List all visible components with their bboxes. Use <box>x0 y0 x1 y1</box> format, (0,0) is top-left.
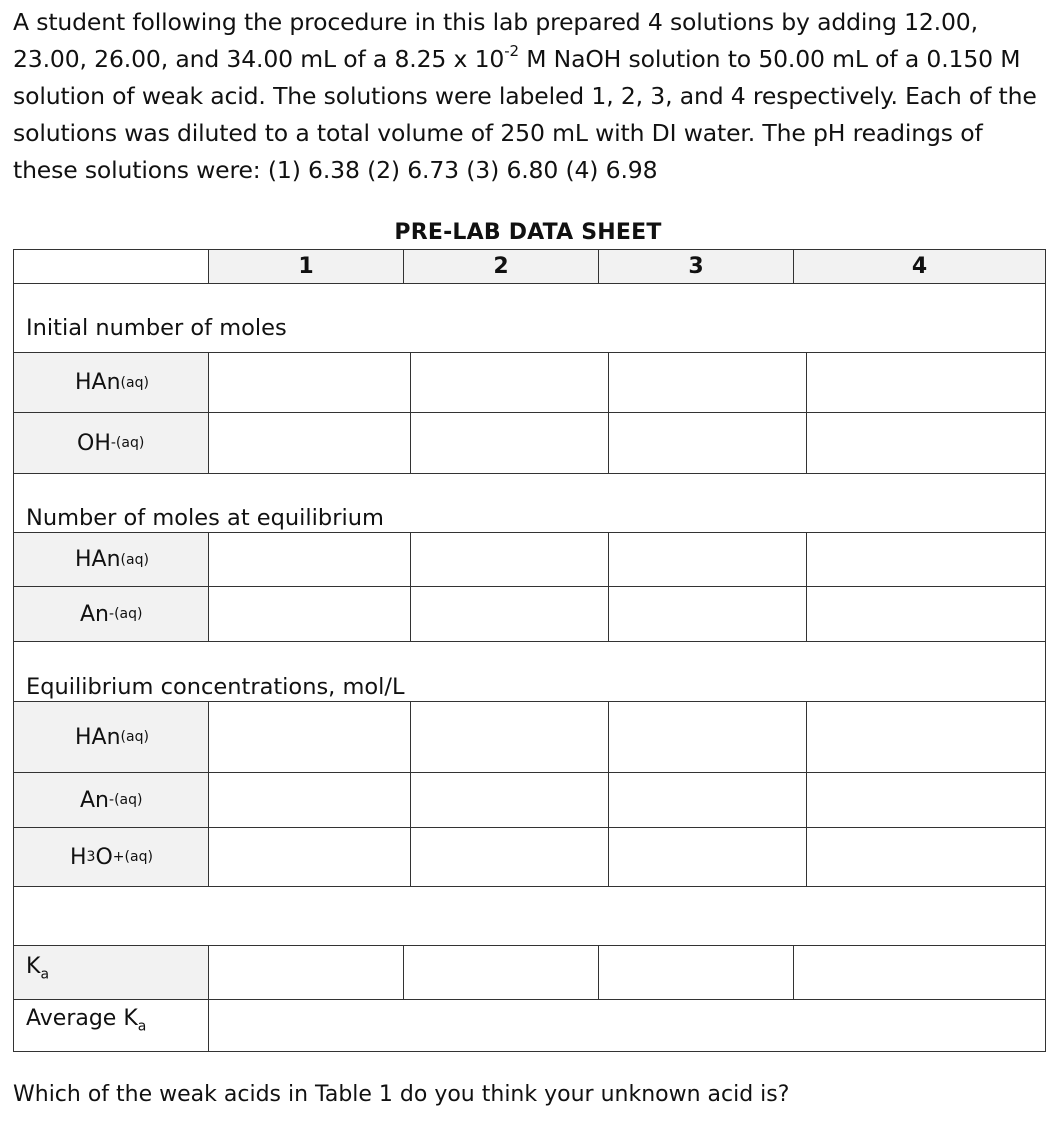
species-han: HAn <box>75 370 121 395</box>
row-an-equilibrium <box>13 586 1046 642</box>
subscript-aq: (aq) <box>114 792 143 808</box>
label-ka <box>13 945 209 1000</box>
label-an-conc <box>13 772 209 828</box>
input-cell-han-initial-3[interactable] <box>608 352 807 413</box>
section-equilibrium-conc <box>13 641 1046 702</box>
section-label-initial: Initial number of moles <box>26 315 287 341</box>
input-cell-ka-2[interactable] <box>403 945 599 1000</box>
input-cell-han-eq-2[interactable] <box>410 532 609 587</box>
spacer-row <box>13 886 1046 946</box>
input-cell-han-initial-4[interactable] <box>806 352 1046 413</box>
row-han-equilibrium <box>13 532 1046 587</box>
section-cell <box>13 641 1046 702</box>
section-initial-moles <box>13 283 1046 353</box>
row-ka <box>13 945 1046 1000</box>
subscript-3: 3 <box>86 849 96 865</box>
input-cell-h3o-conc-1[interactable] <box>208 827 411 887</box>
superscript-plus: + <box>112 849 125 865</box>
subscript-aq: (aq) <box>120 374 149 391</box>
input-cell-oh-initial-1[interactable] <box>208 412 411 474</box>
species-an: An <box>80 787 109 813</box>
input-cell-an-eq-4[interactable] <box>806 586 1046 642</box>
input-cell-an-conc-1[interactable] <box>208 772 411 828</box>
input-cell-han-conc-1[interactable] <box>208 701 411 773</box>
question-text: Which of the weak acids in Table 1 do you think your unknown acid is? <box>13 1082 790 1107</box>
section-label-equilibrium-moles: Number of moles at equilibrium <box>26 505 384 531</box>
subscript-aq: (aq) <box>114 606 143 622</box>
row-han-initial <box>13 352 1046 413</box>
row-oh-initial <box>13 412 1046 474</box>
average-ka-subscript: a <box>137 1018 147 1035</box>
intro-exponent: -2 <box>504 42 519 61</box>
column-header-4: 4 <box>793 249 1046 284</box>
subscript-aq: (aq) <box>120 729 149 745</box>
input-cell-an-eq-1[interactable] <box>208 586 411 642</box>
input-cell-ka-3[interactable] <box>598 945 794 1000</box>
column-header-3: 3 <box>598 249 794 284</box>
average-ka-label-text <box>26 1006 146 1034</box>
input-cell-oh-initial-4[interactable] <box>806 412 1046 474</box>
intro-text-part1: A student following the procedure in this lab prepared 4 solutions by adding 12.00, 23.00, 26.00, and 34.00 mL of a 8.25 x 10 <box>13 8 978 73</box>
superscript-minus: - <box>109 792 115 808</box>
intro-text-part2: M NaOH solution to 50.00 mL of a 0.150 M solution of weak acid. The solutions were labeled 1, 2, 3, and 4 respectively. Each of the solutions was diluted to a total volume of 250 mL with DI water. The pH readings of these solutions were: (1) 6.38 (2) 6.73 (3) 6.80 (4) 6.98 <box>13 45 1037 184</box>
input-cell-han-conc-3[interactable] <box>608 701 807 773</box>
ka-subscript: a <box>40 966 50 983</box>
input-cell-an-eq-2[interactable] <box>410 586 609 642</box>
input-cell-ka-1[interactable] <box>208 945 404 1000</box>
sheet-title: PRE-LAB DATA SHEET <box>394 220 662 245</box>
section-cell <box>13 473 1046 533</box>
input-cell-h3o-conc-4[interactable] <box>806 827 1046 887</box>
label-average-ka <box>13 999 209 1052</box>
subscript-aq: (aq) <box>115 435 145 451</box>
superscript-minus: - <box>109 606 115 622</box>
row-an-conc <box>13 772 1046 828</box>
input-cell-an-conc-4[interactable] <box>806 772 1046 828</box>
species-oh: OH <box>77 430 111 456</box>
subscript-aq: (aq) <box>120 551 149 568</box>
label-h3o-conc <box>13 827 209 887</box>
label-an-equilibrium <box>13 586 209 642</box>
ka-label-text <box>26 954 49 982</box>
section-cell <box>13 283 1046 353</box>
section-label-equilibrium-conc: Equilibrium concentrations, mol/L <box>26 674 405 700</box>
input-cell-han-conc-2[interactable] <box>410 701 609 773</box>
input-cell-an-eq-3[interactable] <box>608 586 807 642</box>
average-ka-text: Average K <box>26 1006 138 1031</box>
input-cell-h3o-conc-3[interactable] <box>608 827 807 887</box>
section-equilibrium-moles <box>13 473 1046 533</box>
input-cell-han-initial-2[interactable] <box>410 352 609 413</box>
header-row <box>13 249 1046 284</box>
spacer-cell <box>13 886 1046 946</box>
input-cell-an-conc-2[interactable] <box>410 772 609 828</box>
species-han: HAn <box>75 547 121 572</box>
label-oh-initial <box>13 412 209 474</box>
subscript-aq: (aq) <box>124 849 153 865</box>
row-h3o-conc <box>13 827 1046 887</box>
input-cell-average-ka[interactable] <box>208 999 1046 1052</box>
label-han-equilibrium <box>13 532 209 587</box>
input-cell-oh-initial-2[interactable] <box>410 412 609 474</box>
row-average-ka <box>13 999 1046 1052</box>
input-cell-han-initial-1[interactable] <box>208 352 411 413</box>
ka-k: K <box>26 954 41 979</box>
header-empty-cell <box>13 249 209 284</box>
input-cell-han-eq-3[interactable] <box>608 532 807 587</box>
superscript-minus: - <box>110 435 116 451</box>
input-cell-h3o-conc-2[interactable] <box>410 827 609 887</box>
species-h: H <box>70 844 87 870</box>
intro-paragraph <box>13 4 1049 189</box>
input-cell-han-eq-4[interactable] <box>806 532 1046 587</box>
input-cell-oh-initial-3[interactable] <box>608 412 807 474</box>
input-cell-han-conc-4[interactable] <box>806 701 1046 773</box>
species-han: HAn <box>75 724 121 750</box>
input-cell-an-conc-3[interactable] <box>608 772 807 828</box>
species-o: O <box>95 844 113 870</box>
label-han-conc <box>13 701 209 773</box>
input-cell-han-eq-1[interactable] <box>208 532 411 587</box>
label-han-initial <box>13 352 209 413</box>
column-header-1: 1 <box>208 249 404 284</box>
input-cell-ka-4[interactable] <box>793 945 1046 1000</box>
species-an: An <box>80 601 109 627</box>
row-han-conc <box>13 701 1046 773</box>
column-header-2: 2 <box>403 249 599 284</box>
